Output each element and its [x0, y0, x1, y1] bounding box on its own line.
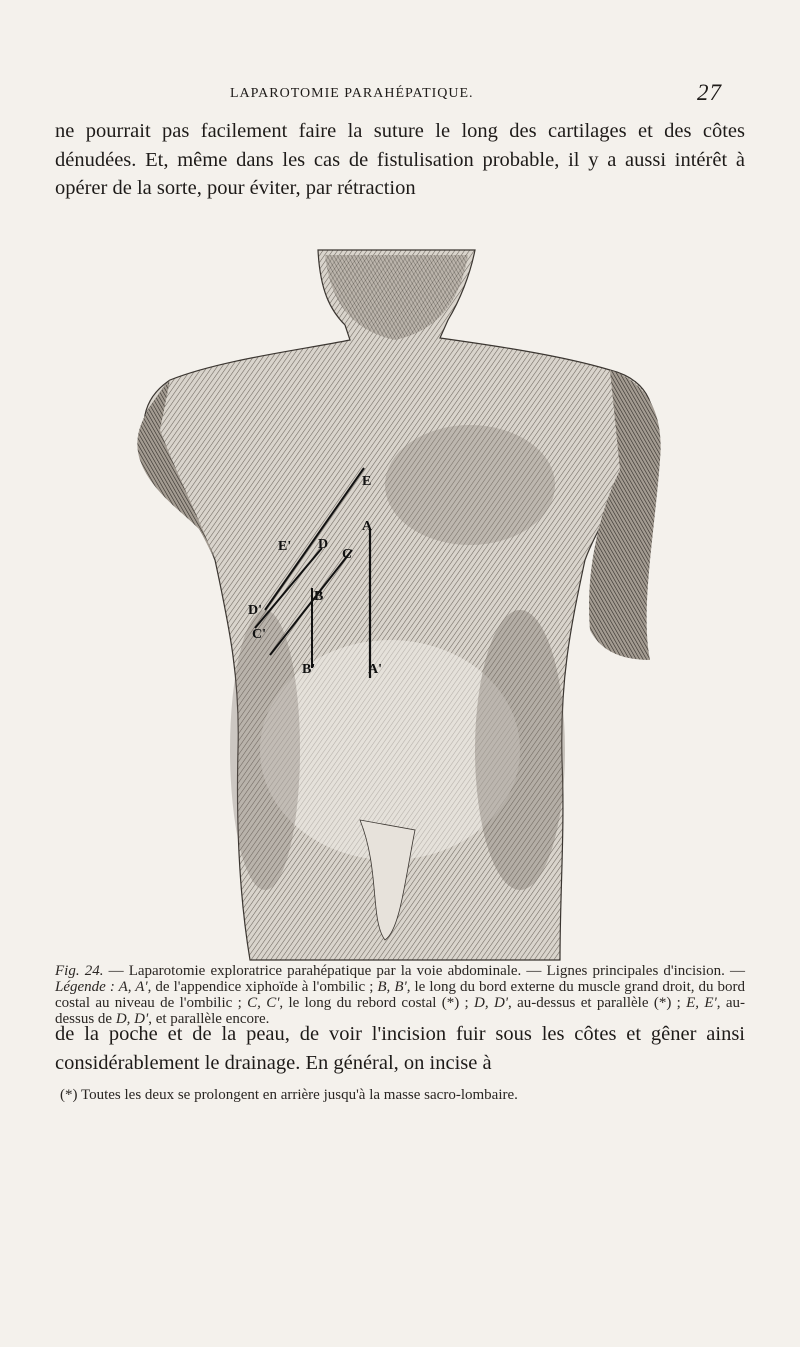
caption-title: — Laparotomie exploratrice parahépatique par la voie abdominale. — Lignes principales d'incision. —: [103, 963, 745, 979]
anatomical-figure: [0, 230, 800, 970]
label-b-prime: B': [302, 662, 316, 677]
caption-part-d2: D, D': [115, 1011, 149, 1027]
label-c: C: [342, 547, 353, 562]
caption-text-b: , le long du bord externe du muscle grand droit, du bord costal au niveau de l'ombilic ;: [55, 979, 746, 1011]
caption-part-a: A, A': [118, 979, 148, 995]
label-d: D: [318, 537, 329, 552]
caption-text-d: , au-dessus et parallèle (*) ;: [508, 995, 687, 1011]
label-a-prime: A': [368, 662, 382, 677]
label-b: B: [314, 589, 324, 604]
label-a: A: [362, 519, 373, 534]
label-d-prime: D': [248, 603, 262, 618]
caption-text-e: , au-dessus de: [55, 995, 745, 1027]
label-e: E: [362, 474, 372, 489]
flank-shade: [475, 610, 565, 890]
footnote: (*) Toutes les deux se prolongent en arrière jusqu'à la masse sacro-lombaire.: [60, 1087, 518, 1103]
running-title: LAPAROTOMIE PARAHÉPATIQUE.: [230, 86, 474, 101]
caption-fig-ref: Fig. 24.: [55, 963, 104, 979]
caption-part-e: E, E': [686, 995, 717, 1011]
flank-shade-left: [230, 610, 300, 890]
label-e-prime: E': [278, 539, 292, 554]
caption-text-c: , le long du rebord costal (*) ;: [279, 995, 475, 1011]
caption-part-c: C, C': [247, 995, 280, 1011]
figure-caption: [55, 963, 745, 1027]
paragraph-top: ne pourrait pas facilement faire la suture le long des cartilages et des côtes dénudées. Et, même dans les cas de fistulisation probable, il y a aussi intérêt à opérer de la sorte, pour éviter, par rétraction: [55, 120, 745, 199]
label-c-prime: C': [252, 627, 266, 642]
caption-legend-word: Légende :: [55, 979, 119, 995]
caption-text-end: , et parallèle encore.: [148, 1011, 270, 1027]
chest-shade: [385, 425, 555, 545]
paragraph-bottom: de la poche et de la peau, de voir l'incision fuir sous les côtes et gêner ainsi considérablement le drainage. En général, on incise à: [55, 1023, 745, 1074]
caption-part-b: B, B': [377, 979, 407, 995]
torso-illustration: [0, 230, 800, 970]
caption-text-a: , de l'appendice xiphoïde à l'ombilic ;: [147, 979, 378, 995]
page-number: 27: [697, 80, 722, 105]
caption-part-d: D, D': [474, 995, 508, 1011]
